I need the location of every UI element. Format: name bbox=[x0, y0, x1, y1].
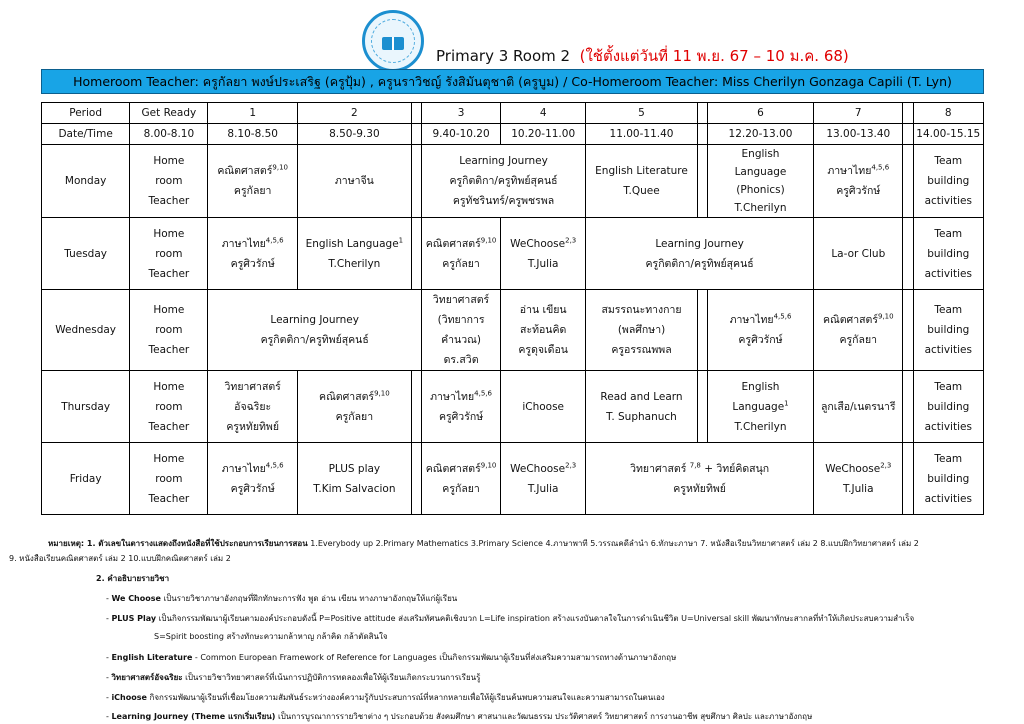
team-line: building bbox=[927, 400, 970, 413]
book-ref: 1 bbox=[784, 399, 789, 407]
subject-name: English bbox=[741, 380, 780, 393]
day-row-wednesday bbox=[42, 290, 984, 371]
book-ref: 2,3 bbox=[565, 461, 577, 469]
subject-name: ลูกเสือ/เนตรนารี bbox=[820, 400, 896, 413]
break-gap bbox=[411, 145, 421, 218]
subject-cell bbox=[421, 443, 500, 515]
desc-term: PLUS Play bbox=[111, 614, 157, 623]
subject-cell bbox=[707, 371, 813, 443]
subject-cell bbox=[586, 145, 698, 218]
break-gap bbox=[903, 371, 913, 443]
team-line: building bbox=[927, 247, 970, 260]
break-gap bbox=[411, 443, 421, 515]
team-building-cell bbox=[913, 443, 983, 515]
subject-name: (วิทยาการคำนวณ) bbox=[437, 314, 485, 346]
subject-name: คณิตศาสตร์ bbox=[425, 237, 481, 250]
subject-cell bbox=[814, 145, 903, 218]
book-ref: 1 bbox=[398, 236, 404, 244]
subject-name: + วิทย์คิดสนุก bbox=[700, 462, 770, 475]
time-3: 9.40-10.20 bbox=[421, 124, 500, 145]
lunch-gap bbox=[697, 124, 707, 145]
book-ref: 4,5,6 bbox=[265, 236, 284, 244]
book-ref: 7,8 bbox=[689, 461, 701, 469]
subject-name: สมรรถนะทางกาย bbox=[601, 304, 682, 316]
desc-term: วิทยาศาสตร์อัจฉริยะ bbox=[111, 673, 183, 682]
period-row bbox=[42, 103, 984, 124]
break-gap bbox=[903, 145, 913, 218]
subject-name: อ่าน เขียน bbox=[519, 304, 567, 316]
subject-name: iChoose bbox=[522, 400, 565, 413]
subject-name: ภาษาไทย bbox=[221, 462, 266, 475]
teacher-name: ครูกัลยา bbox=[442, 257, 480, 270]
book-ref: 9,10 bbox=[480, 236, 497, 244]
team-line: Team bbox=[934, 155, 963, 167]
book-icon bbox=[382, 37, 404, 50]
subject-cell bbox=[208, 145, 297, 218]
subject-name: English bbox=[741, 148, 780, 160]
time-4: 10.20-11.00 bbox=[501, 124, 586, 145]
subject-name: ภาษาไทย bbox=[430, 390, 475, 403]
subject-name: WeChoose bbox=[510, 237, 566, 250]
period-4: 4 bbox=[501, 103, 586, 124]
teacher-name: ครูหทัยทิพย์ bbox=[673, 482, 726, 495]
book-ref: 9,10 bbox=[272, 163, 288, 172]
desc-we-choose: - We Choose เป็นรายวิชาภาษาอังกฤษที่ฝึกทักษะการฟัง พูด อ่าน เขียน ทางภาษาอังกฤษให้แก่ผู้เรียน bbox=[106, 594, 458, 603]
desc-term: English Literature bbox=[111, 653, 193, 662]
day-row-thursday bbox=[42, 371, 984, 443]
teacher-name: ครูอรรณพพล bbox=[611, 344, 672, 356]
break-gap bbox=[411, 103, 421, 124]
teacher-name: ครูกิตติกา/ครูทิพย์สุคนธ์ bbox=[645, 257, 754, 270]
period-get-ready: Get Ready bbox=[130, 103, 208, 124]
break-gap bbox=[903, 290, 913, 371]
subject-cell bbox=[586, 290, 698, 371]
teacher-name: ดร.สวิต bbox=[443, 354, 479, 366]
team-line: building bbox=[927, 324, 970, 336]
subject-name: La-or Club bbox=[831, 247, 886, 260]
remark-label: หมายเหตุ: 1. ตัวเลขในตารางแสดงถึงหนังสือที่ใช้ประกอบการเรียนการสอน bbox=[48, 539, 308, 548]
period-2: 2 bbox=[297, 103, 411, 124]
break-gap bbox=[903, 443, 913, 515]
book-ref: 9,10 bbox=[480, 461, 497, 469]
team-line: activities bbox=[924, 195, 972, 207]
lunch-gap bbox=[697, 103, 707, 124]
desc-term: We Choose bbox=[111, 594, 161, 603]
subject-name: Read and Learn bbox=[600, 390, 683, 403]
team-building-cell bbox=[913, 290, 983, 371]
teacher-name: ครูทัชรินทร์/ครูพชรพล bbox=[452, 195, 555, 207]
subject-cell bbox=[586, 371, 698, 443]
desc-text: เป็นกิจกรรมพัฒนาผู้เรียนตามองค์ประกอบดังนี้ P=Positive attitude ส่งเสริมทัศนคติเชิงบวก L=Life inspiration สร้างแรงบันดาลใจในการดำเนินชีวิต U=Universal skill พัฒนาทักษะสากลที่ทำให้เกิดประสบความสำเร็จ bbox=[156, 614, 915, 623]
book-ref: 9,10 bbox=[374, 389, 390, 397]
teacher-banner: Homeroom Teacher: ครูกัลยา พงษ์ประเสริฐ (ครูปุ้ม) , ครูนราวิชญ์ รังสิมันตุชาติ (ครูบูม) / Co-Homeroom Teacher: Miss Cherilyn Gonzaga Capili (T. Lyn) bbox=[41, 69, 984, 94]
day-label: Thursday bbox=[42, 371, 130, 443]
subject-name: PLUS play bbox=[328, 462, 381, 475]
desc-heading bbox=[96, 573, 169, 584]
subject-name: คณิตศาสตร์ bbox=[822, 314, 878, 326]
subject-name: วิทยาศาสตร์ bbox=[224, 380, 281, 393]
team-line: building bbox=[927, 175, 970, 187]
teacher-name: ครูกัลยา bbox=[442, 482, 480, 495]
page-title bbox=[436, 44, 849, 68]
teacher-name: ครูกิตติกา/ครูทิพย์สุคนธ์ bbox=[449, 175, 558, 187]
subject-name: WeChoose bbox=[825, 462, 881, 475]
team-line: Team bbox=[934, 227, 963, 240]
team-line: building bbox=[927, 472, 970, 485]
desc-science: - วิทยาศาสตร์อัจฉริยะ เป็นรายวิชาวิทยาศาสตร์ที่เน้นการปฏิบัติการทดลองเพื่อให้ผู้เรียนเกิดกระบวนการเรียนรู้ bbox=[106, 673, 481, 682]
subject-cell bbox=[421, 371, 500, 443]
subject-cell bbox=[501, 218, 586, 290]
subject-name: (พลศึกษา) bbox=[617, 324, 666, 336]
break-gap bbox=[903, 218, 913, 290]
subject-cell bbox=[208, 371, 297, 443]
subject-name: Language bbox=[732, 400, 785, 413]
desc-ichoose: - iChoose กิจกรรมพัฒนาผู้เรียนที่เชื่อมโยงความสัมพันธ์ระหว่างองค์ความรู้กับประสบการณ์ที่หลากหลายเพื่อให้ผู้เรียนค้นพบความสนใจและความสามารถในตนเอง bbox=[106, 693, 665, 702]
datetime-label: Date/Time bbox=[42, 124, 130, 145]
subject-cell bbox=[297, 218, 411, 290]
subject-name: อัจฉริยะ bbox=[234, 400, 272, 413]
day-row-friday bbox=[42, 443, 984, 515]
desc-learning-journey: - Learning Journey (Theme แรกเริ่มเรียน) เป็นการบูรณาการรายวิชาต่าง ๆ ประกอบด้วย สังคมศึกษา ศาสนาและวัฒนธรรม ประวัติศาสตร์ วิทยาศาสตร์ การงานอาชีพ สุขศึกษา ศิลปะ และภาษาอังกฤษ bbox=[106, 712, 813, 721]
subject-name: คณิตศาสตร์ bbox=[425, 462, 481, 475]
desc-text: S=Spirit boosting สร้างทักษะความกล้าหาญ กล้าคิด กล้าตัดสินใจ bbox=[154, 632, 388, 641]
team-line: activities bbox=[924, 267, 972, 280]
teacher-name: ครูศิวรักษ์ bbox=[230, 257, 275, 270]
book-ref: 9,10 bbox=[877, 312, 894, 321]
subject-name: English Literature bbox=[595, 165, 688, 177]
team-line: activities bbox=[924, 420, 972, 433]
team-line: activities bbox=[924, 492, 972, 505]
period-1: 1 bbox=[208, 103, 297, 124]
teacher-name: T.Cherilyn bbox=[328, 257, 381, 270]
subject-cell bbox=[707, 290, 813, 371]
break-gap bbox=[411, 124, 421, 145]
subject-cell bbox=[814, 371, 903, 443]
subject-name: ภาษาไทย bbox=[221, 237, 266, 250]
teacher-name: T.Cherilyn bbox=[734, 202, 787, 214]
subject-name: Learning Journey bbox=[459, 155, 548, 167]
subject-cell bbox=[814, 443, 903, 515]
lunch-gap bbox=[697, 145, 707, 218]
subject-cell bbox=[501, 443, 586, 515]
subject-name: Learning Journey bbox=[270, 314, 359, 326]
subject-cell bbox=[421, 145, 585, 218]
day-label: Tuesday bbox=[42, 218, 130, 290]
homeroom-cell bbox=[130, 218, 208, 290]
subject-cell bbox=[208, 290, 421, 371]
homeroom-cell bbox=[130, 145, 208, 218]
teacher-name: T.Julia bbox=[527, 257, 559, 270]
time-8: 14.00-15.15 bbox=[913, 124, 983, 145]
teacher-name: ครูกัลยา bbox=[233, 185, 272, 197]
team-building-cell bbox=[913, 218, 983, 290]
break-gap bbox=[903, 124, 913, 145]
time-7: 13.00-13.40 bbox=[814, 124, 903, 145]
teacher-name: ครูดุจเดือน bbox=[518, 344, 568, 356]
homeroom-line: Teacher bbox=[148, 195, 190, 207]
subject-cell bbox=[501, 371, 586, 443]
team-line: Team bbox=[934, 380, 963, 393]
book-ref: 4,5,6 bbox=[265, 461, 284, 469]
team-building-cell bbox=[913, 371, 983, 443]
books-list: 1.Everybody up 2.Primary Mathematics 3.Primary Science 4.ภาษาพาที 5.วรรณคดีลำนำ 6.ทักษะภาษา 7. หนังสือเรียนวิทยาศาสตร์ เล่ม 2 8.แบบฝึกวิทยาศาสตร์ เล่ม 2 bbox=[307, 539, 919, 548]
team-line: activities bbox=[924, 344, 972, 356]
teacher-name: T.Cherilyn bbox=[734, 420, 787, 433]
subject-name: ภาษาไทย bbox=[827, 165, 872, 177]
homeroom-line: Home bbox=[153, 304, 185, 316]
team-line: Team bbox=[934, 452, 963, 465]
subject-name: (Phonics) bbox=[736, 184, 785, 196]
effective-date: (ใช้ตั้งแต่วันที่ 11 พ.ย. 67 – 10 ม.ค. 68) bbox=[579, 47, 849, 65]
teacher-name: T. Suphanuch bbox=[606, 410, 677, 423]
homeroom-line: Home bbox=[153, 155, 185, 167]
day-label: Wednesday bbox=[42, 290, 130, 371]
teacher-name: ครูศิวรักษ์ bbox=[438, 410, 484, 423]
desc-text: - Common European Framework of Reference for Languages เป็นกิจกรรมพัฒนาผู้เรียนที่ส่งเสริมความสามารถทางด้านภาษาอังกฤษ bbox=[192, 653, 677, 662]
subject-name: คณิตศาสตร์ bbox=[319, 390, 375, 403]
subject-name: สะท้อนคิด bbox=[520, 324, 567, 336]
homeroom-line: Teacher bbox=[148, 492, 190, 505]
book-ref: 2,3 bbox=[880, 461, 892, 469]
time-5: 11.00-11.40 bbox=[586, 124, 698, 145]
subject-name: วิทยาศาสตร์ bbox=[630, 462, 690, 475]
teacher-name: T.Quee bbox=[623, 185, 660, 197]
time-get-ready: 8.00-8.10 bbox=[130, 124, 208, 145]
class-title: Primary 3 Room 2 bbox=[436, 47, 571, 65]
time-6: 12.20-13.00 bbox=[707, 124, 813, 145]
subject-name: ภาษาจีน bbox=[334, 175, 374, 187]
homeroom-cell bbox=[130, 371, 208, 443]
desc-term: Learning Journey (Theme แรกเริ่มเรียน) bbox=[111, 712, 276, 721]
time-1: 8.10-8.50 bbox=[208, 124, 297, 145]
subject-cell bbox=[501, 290, 586, 371]
period-label: Period bbox=[42, 103, 130, 124]
subject-cell bbox=[421, 290, 500, 371]
desc-plus-play-cont bbox=[154, 631, 388, 642]
teacher-name: T.Kim Salvacion bbox=[313, 482, 396, 495]
subject-name: ภาษาไทย bbox=[729, 314, 774, 326]
homeroom-line: room bbox=[155, 247, 183, 260]
homeroom-cell bbox=[130, 443, 208, 515]
teacher-name: ครูศิวรักษ์ bbox=[836, 185, 881, 197]
period-3: 3 bbox=[421, 103, 500, 124]
subject-name: WeChoose bbox=[510, 462, 566, 475]
subject-name: English Language bbox=[305, 237, 399, 250]
break-gap bbox=[411, 218, 421, 290]
desc-term: iChoose bbox=[111, 693, 147, 702]
homeroom-line: room bbox=[155, 472, 183, 485]
homeroom-line: Teacher bbox=[148, 267, 190, 280]
subject-name: Language bbox=[734, 166, 787, 178]
subject-cell bbox=[586, 443, 814, 515]
teacher-name: ครูกัลยา bbox=[839, 334, 878, 346]
books-note-cont: 9. หนังสือเรียนคณิตศาสตร์ เล่ม 2 10.แบบฝึกคณิตศาสตร์ เล่ม 2 bbox=[9, 554, 231, 563]
subject-cell bbox=[586, 218, 814, 290]
homeroom-line: Teacher bbox=[148, 420, 190, 433]
homeroom-line: Teacher bbox=[148, 344, 190, 356]
day-label: Monday bbox=[42, 145, 130, 218]
book-ref: 4,5,6 bbox=[871, 163, 890, 172]
school-logo bbox=[362, 10, 424, 72]
desc-heading-text: 2. คำอธิบายรายวิชา bbox=[96, 574, 170, 583]
day-label: Friday bbox=[42, 443, 130, 515]
subject-cell bbox=[814, 290, 903, 371]
subject-cell bbox=[208, 218, 297, 290]
break-gap bbox=[411, 371, 421, 443]
subject-cell bbox=[297, 145, 411, 218]
subject-cell bbox=[707, 145, 813, 218]
break-gap bbox=[903, 103, 913, 124]
day-row-monday bbox=[42, 145, 984, 218]
desc-text: เป็นรายวิชาวิทยาศาสตร์ที่เน้นการปฏิบัติการทดลองเพื่อให้ผู้เรียนเกิดกระบวนการเรียนรู้ bbox=[182, 673, 481, 682]
subject-cell bbox=[297, 371, 411, 443]
team-building-cell bbox=[913, 145, 983, 218]
teacher-name: ครูศิวรักษ์ bbox=[738, 334, 783, 346]
homeroom-line: Home bbox=[153, 227, 185, 240]
subject-cell bbox=[297, 443, 411, 515]
teacher-name: T.Julia bbox=[843, 482, 874, 495]
period-8: 8 bbox=[913, 103, 983, 124]
teacher-name: ครูกัลยา bbox=[335, 410, 374, 423]
teacher-name: ครูกิตติกา/ครูทิพย์สุคนธ์ bbox=[260, 334, 369, 346]
subject-name: วิทยาศาสตร์ bbox=[432, 294, 490, 306]
period-6: 6 bbox=[707, 103, 813, 124]
day-row-tuesday bbox=[42, 218, 984, 290]
subject-name: Learning Journey bbox=[655, 237, 744, 250]
homeroom-line: room bbox=[155, 175, 183, 187]
time-2: 8.50-9.30 bbox=[297, 124, 411, 145]
time-row bbox=[42, 124, 984, 145]
desc-text: เป็นการบูรณาการรายวิชาต่าง ๆ ประกอบด้วย สังคมศึกษา ศาสนาและวัฒนธรรม ประวัติศาสตร์ วิทยาศาสตร์ การงานอาชีพ สุขศึกษา ศิลปะ และภาษาอังกฤษ bbox=[275, 712, 813, 721]
homeroom-cell bbox=[130, 290, 208, 371]
homeroom-line: Home bbox=[153, 380, 185, 393]
books-note bbox=[48, 538, 919, 549]
book-ref: 2,3 bbox=[565, 236, 577, 244]
subject-cell bbox=[814, 218, 903, 290]
homeroom-line: Home bbox=[153, 452, 185, 465]
teacher-name: ครูศิวรักษ์ bbox=[230, 482, 275, 495]
period-7: 7 bbox=[814, 103, 903, 124]
desc-text: กิจกรรมพัฒนาผู้เรียนที่เชื่อมโยงความสัมพันธ์ระหว่างองค์ความรู้กับประสบการณ์ที่หลากหลายเพื่อให้ผู้เรียนค้นพบความสนใจและความสามารถในตนเอง bbox=[146, 693, 665, 702]
desc-plus-play: - PLUS Play เป็นกิจกรรมพัฒนาผู้เรียนตามองค์ประกอบดังนี้ P=Positive attitude ส่งเสริมทัศนคติเชิงบวก L=Life inspiration สร้างแรงบันดาลใจในการดำเนินชีวิต U=Universal skill พัฒนาทักษะสากลที่ทำให้เกิดประสบความสำเร็จ bbox=[106, 614, 915, 623]
subject-name: คณิตศาสตร์ bbox=[217, 165, 273, 177]
subject-cell bbox=[208, 443, 297, 515]
homeroom-line: room bbox=[155, 324, 183, 336]
teacher-name: T.Julia bbox=[527, 482, 559, 495]
team-line: Team bbox=[934, 304, 963, 316]
lunch-gap bbox=[697, 290, 707, 371]
desc-text: เป็นรายวิชาภาษาอังกฤษที่ฝึกทักษะการฟัง พูด อ่าน เขียน ทางภาษาอังกฤษให้แก่ผู้เรียน bbox=[160, 594, 458, 603]
desc-english-literature: - English Literature - Common European Framework of Reference for Languages เป็นกิจกรรมพัฒนาผู้เรียนที่ส่งเสริมความสามารถทางด้านภาษาอังกฤษ bbox=[106, 653, 677, 662]
teacher-name: ครูหทัยทิพย์ bbox=[226, 420, 279, 433]
homeroom-line: room bbox=[155, 400, 183, 413]
book-ref: 4,5,6 bbox=[474, 389, 492, 397]
lunch-gap bbox=[697, 371, 707, 443]
period-5: 5 bbox=[586, 103, 698, 124]
subject-cell bbox=[421, 218, 500, 290]
book-ref: 4,5,6 bbox=[773, 312, 792, 321]
timetable bbox=[41, 102, 984, 515]
